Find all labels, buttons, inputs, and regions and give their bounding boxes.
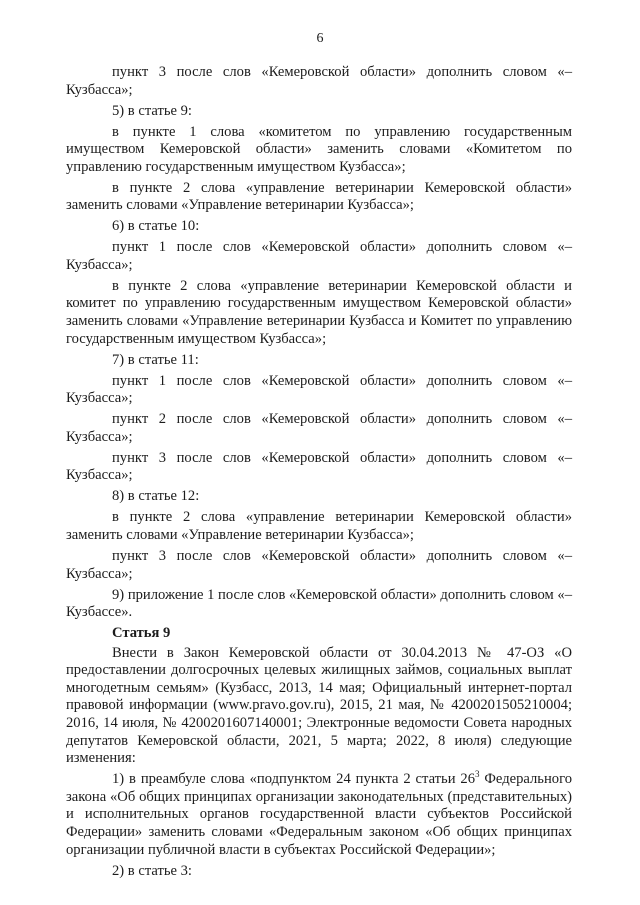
paragraph: в пункте 2 слова «управление ветеринарии Кемеровской области» заменить словами «Управление ветеринарии Кузбасса»;	[66, 179, 572, 214]
page-number: 6	[316, 31, 324, 46]
paragraph: 6) в статье 10:	[112, 218, 200, 235]
article-title: Статья 9	[112, 625, 171, 642]
paragraph: 9) приложение 1 после слов «Кемеровской области» дополнить словом «– Кузбассе».	[66, 586, 572, 621]
paragraph: 7) в статье 11:	[112, 351, 199, 368]
article-item-1	[66, 771, 572, 859]
paragraph: пункт 3 после слов «Кемеровской области» дополнить словом «– Кузбасса»;	[66, 64, 572, 98]
paragraph: 5) в статье 9:	[112, 102, 192, 119]
paragraph: в пункте 2 слова «управление ветеринарии Кемеровской области и комитет по управлению государственным имуществом Кемеровской области» заменить словами «Управление ветеринарии Кузбасса и Комитет по управлению государственным имуществом Кузбасса»;	[66, 277, 572, 347]
paragraph: 8) в статье 12:	[112, 488, 200, 505]
item1-before: 1) в преамбуле слова «подпунктом 24 пункта 2 статьи 26	[112, 771, 476, 788]
paragraph: пункт 3 после слов «Кемеровской области» дополнить словом «– Кузбасса»;	[66, 449, 572, 484]
paragraph: в пункте 1 слова «комитетом по управлению государственным имуществом Кемеровской области» заменить словами «Комитетом по управлению государственным имуществом Кузбасса»;	[66, 123, 572, 175]
item1-superscript: 3	[475, 769, 480, 780]
item1-after: Федерального закона «Об общих принципах организации законодательных (представительных) и исполнительных органов государственной власти субъектов Российской Федерации» заменить словами «Федеральным законом «Об общих принципах организации публичной власти в субъектах Российской Федерации»;	[66, 771, 572, 858]
paragraph: пункт 1 после слов «Кемеровской области» дополнить словом «– Кузбасса»;	[66, 372, 572, 407]
paragraph: пункт 3 после слов «Кемеровской области» дополнить словом «– Кузбасса»;	[66, 547, 572, 582]
article-intro: Внести в Закон Кемеровской области от 30.04.2013 № 47-ОЗ «О предоставлении долгосрочных целевых жилищных займов, социальных выплат многодетным семьям» (Кузбасс, 2013, 14 мая; Официальный интернет-портал правовой информации (www.pravo.gov.ru), 2015, 21 мая, № 4200201505210004; 2016, 14 июля, № 4200201607140001; Электронные ведомости Совета народных депутатов Кемеровской области, 2021, 5 марта; 2022, 8 июля) следующие изменения:	[66, 644, 572, 767]
article-item-2: 2) в статье 3:	[112, 862, 192, 879]
paragraph: пункт 2 после слов «Кемеровской области» дополнить словом «– Кузбасса»;	[66, 411, 572, 445]
document-body	[66, 64, 572, 884]
paragraph: пункт 1 после слов «Кемеровской области» дополнить словом «– Кузбасса»;	[66, 239, 572, 273]
paragraph: в пункте 2 слова «управление ветеринарии Кемеровской области» заменить словами «Управление ветеринарии Кузбасса»;	[66, 509, 572, 543]
